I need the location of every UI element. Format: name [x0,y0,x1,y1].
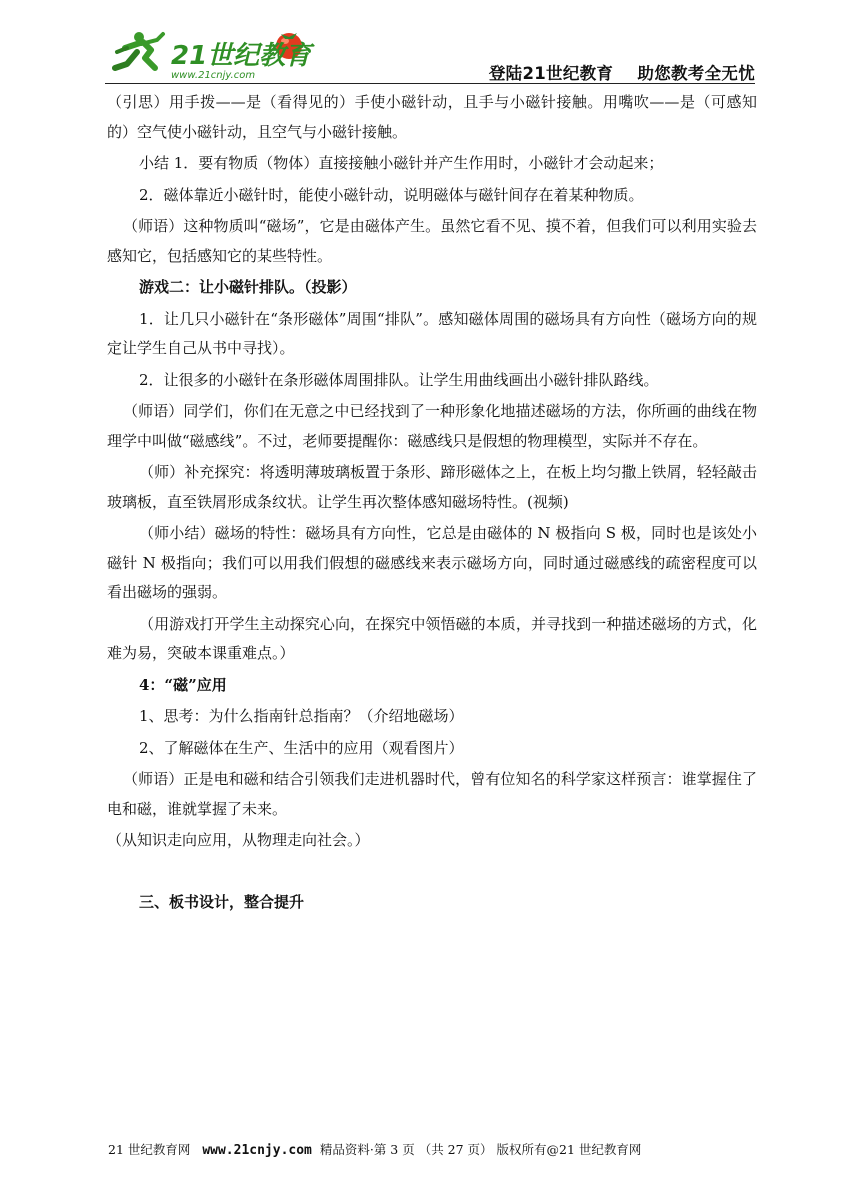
paragraph: 2、了解磁体在生产、生活中的应用（观看图片） [139,738,464,757]
paragraph: （师语）同学们，你们在无意之中已经找到了一种形象化地描述磁场的方法，你所画的曲线在物理学中叫做“磁感线”。不过，老师要提醒你：磁感线只是假想的物理模型，实际并不存在。 [107,402,757,450]
section-heading: 游戏二：让小磁针排队。（投影） [139,278,357,296]
paragraph: （师）补充探究：将透明薄玻璃板置于条形、蹄形磁体之上，在板上均匀撒上铁屑，轻轻敲击玻璃板，直至铁屑形成条纹状。让学生再次整体感知磁场特性。(视频) [107,463,757,511]
paragraph: （从知识走向应用，从物理走向社会。） [107,831,370,849]
logo-url: www.21cnjy.com [171,70,256,81]
page-footer [108,1140,758,1158]
paragraph: 小结 1．要有物质（物体）直接接触小磁针并产生作用时，小磁针才会动起来； [139,154,664,172]
paragraph: （师语）正是电和磁和结合引领我们走进机器时代，曾有位知名的科学家这样预言：谁掌握住了电和磁，谁就掌握了未来。 [107,770,757,818]
section-heading: 三、板书设计，整合提升 [139,892,305,911]
paragraph: （师语）这种物质叫“磁场”，它是由磁体产生。虽然它看不见、摸不着，但我们可以利用实验去感知它，包括感知它的某些特性。 [107,217,757,265]
logo-wordmark: 21世纪教育 [171,41,312,71]
footer-url[interactable]: www.21cnjy.com [202,1143,312,1158]
paragraph: 2．让很多的小磁针在条形磁体周围排队。让学生用曲线画出小磁针排队路线。 [139,370,659,389]
site-logo [105,28,315,82]
paragraph: 2．磁体靠近小磁针时，能使小磁针动，说明磁体与磁针间存在着某种物质。 [139,185,644,204]
paragraph: 1．让几只小磁针在“条形磁体”周围“排队”。感知磁体周围的磁场具有方向性（磁场方向的规定让学生自己从书中寻找）。 [107,309,757,357]
paragraph: （引思）用手拨——是（看得见的）手使小磁针动，且手与小磁针接触。用嘴吹——是（可感知的）空气使小磁针动，且空气与小磁针接触。 [107,93,757,141]
footer-site: 21 世纪教育网 [108,1142,191,1157]
footer-page-info: 精品资料·第 3 页 （共 27 页） 版权所有@21 世纪教育网 [319,1142,642,1157]
header-slogan: 登陆21世纪教育 助您教考全无忧 [488,64,755,83]
paragraph: 1、思考：为什么指南针总指南？（介绍地磁场） [139,707,464,725]
paragraph: （用游戏打开学生主动探究心向，在探究中领悟磁的本质，并寻找到一种描述磁场的方式，化难为易，突破本课重难点。） [107,614,757,662]
page-content [107,88,757,917]
runner-icon [115,32,163,68]
header-rule [105,83,755,84]
page-header [105,28,755,82]
paragraph: （师小结）磁场的特性：磁场具有方向性，它总是由磁体的 N 极指向 S 极，同时也是该处小磁针 N 极指向；我们可以用我们假想的磁感线来表示磁场方向，同时通过磁感线的疏密程度可以看出磁场的强弱。 [107,524,757,601]
section-heading: 4：“磁”应用 [139,675,227,694]
